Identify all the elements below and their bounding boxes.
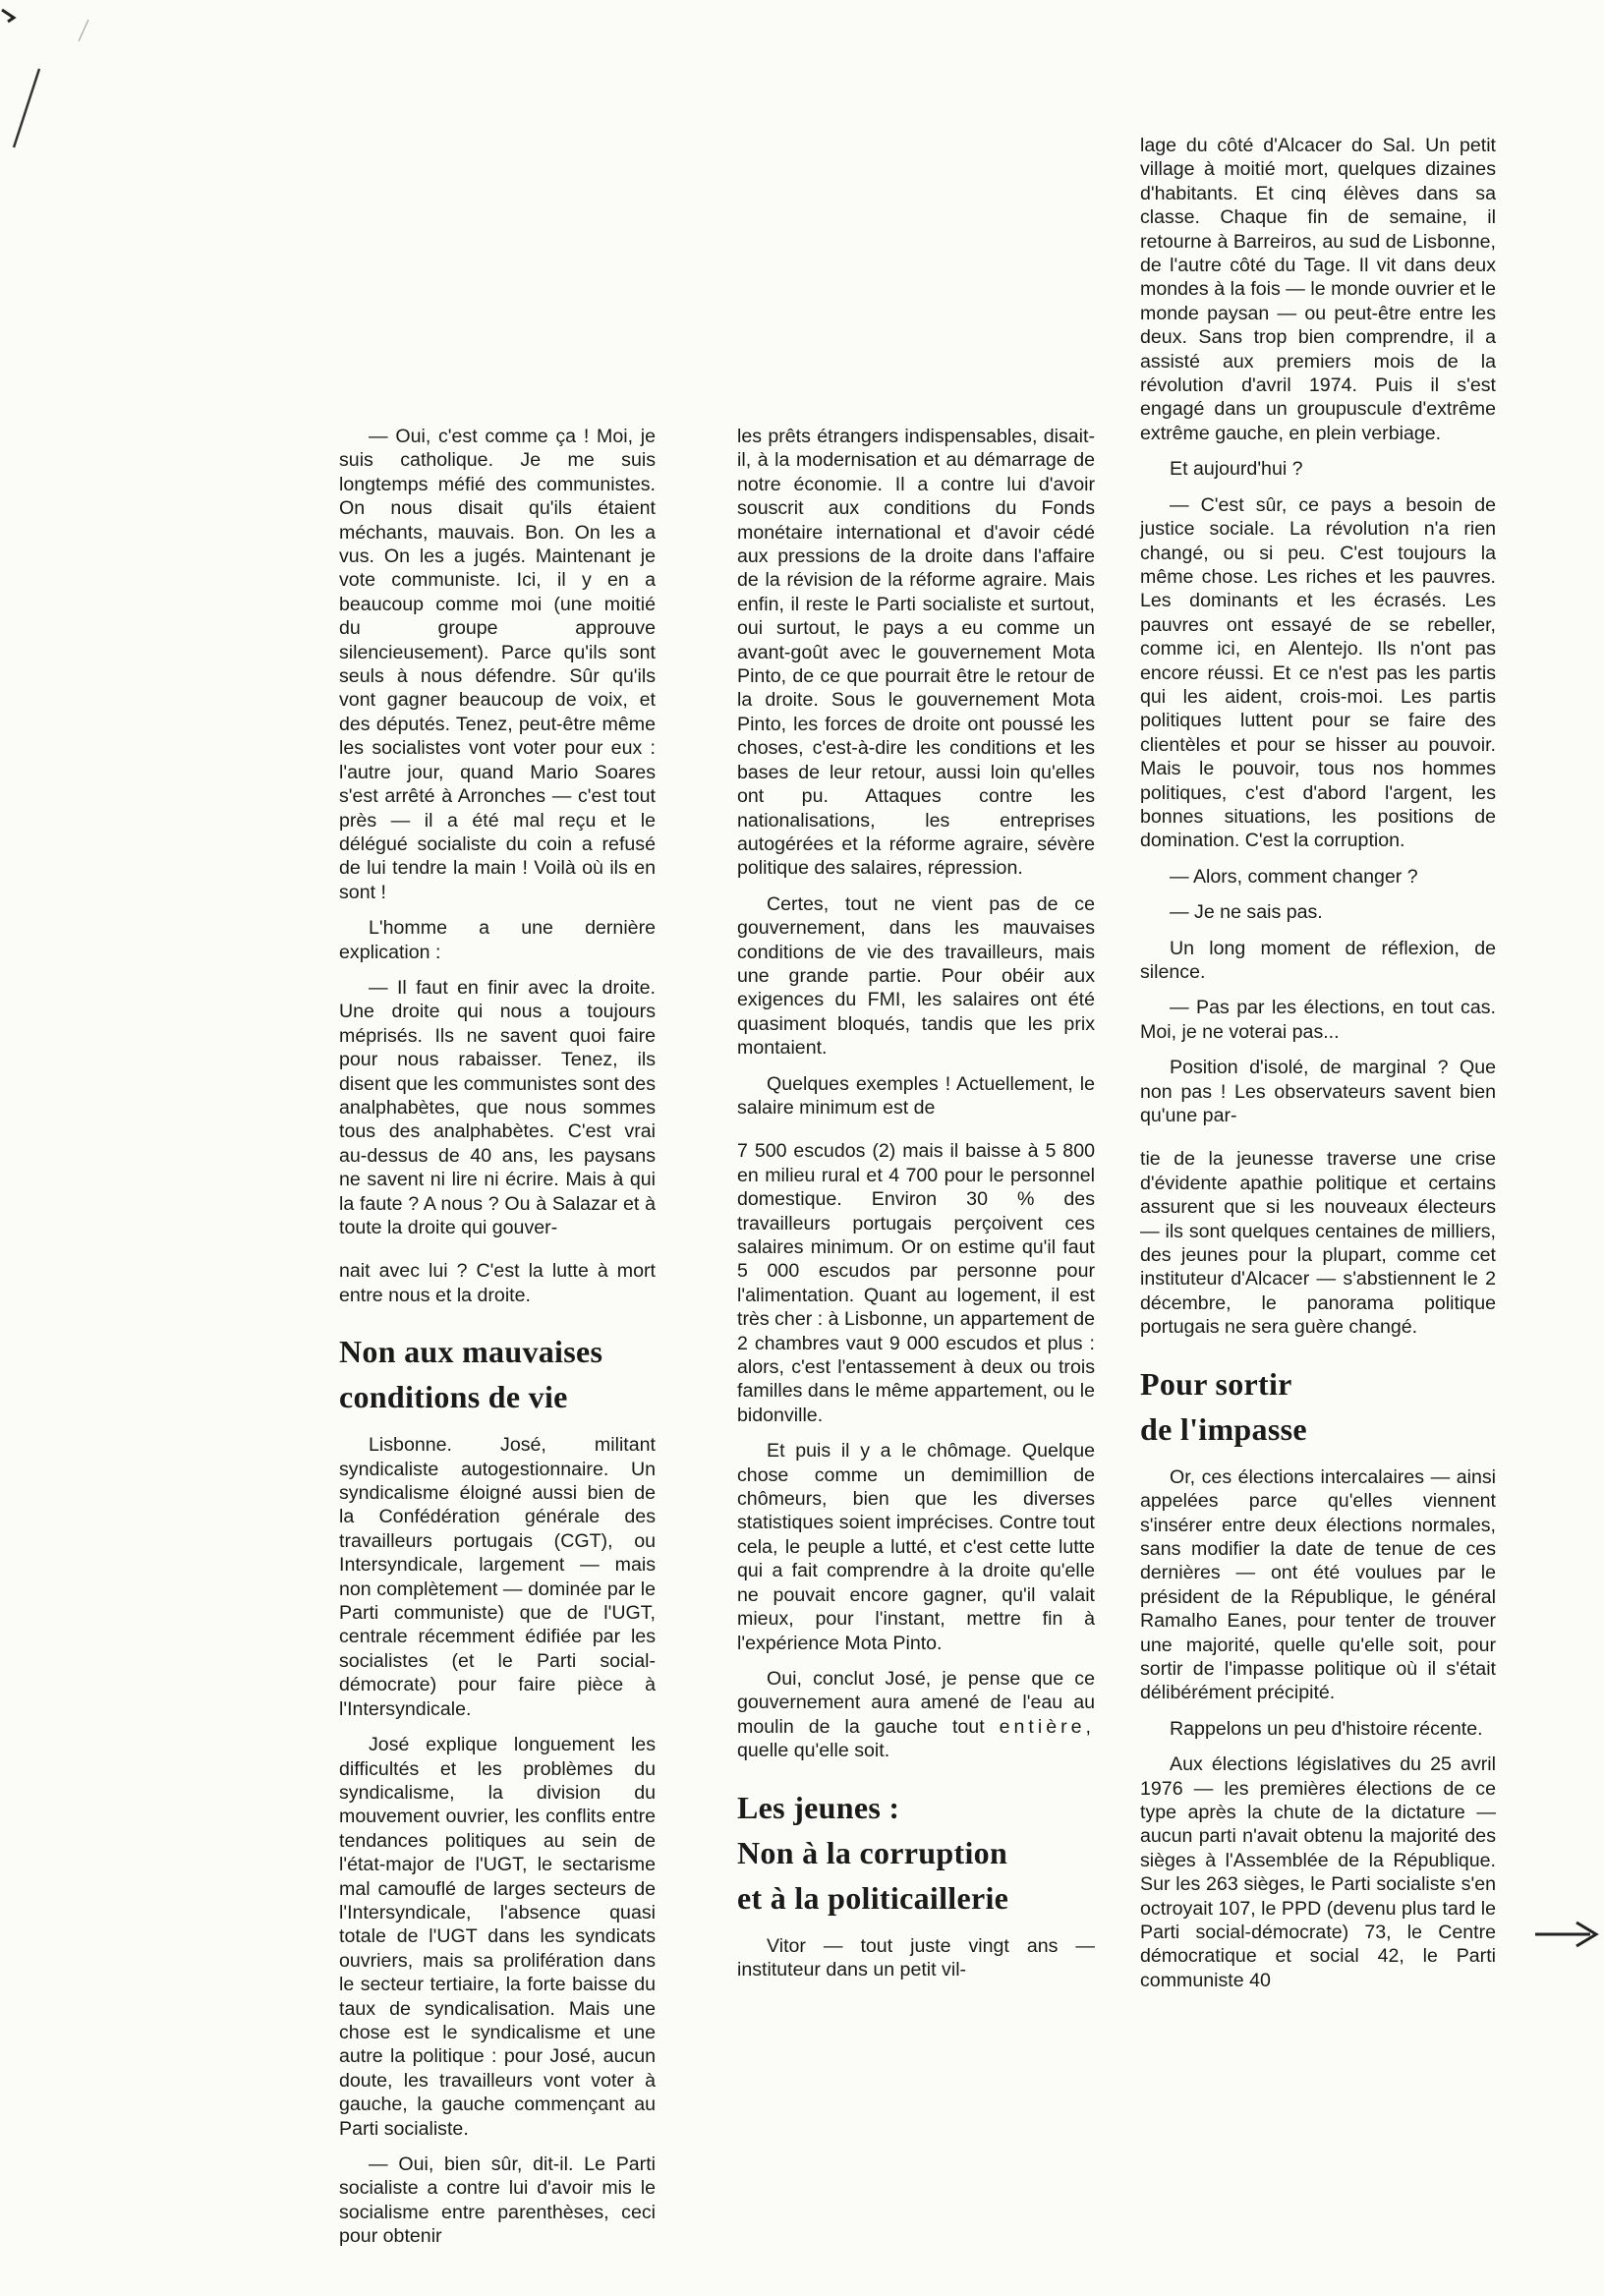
paragraph: — Oui, bien sûr, dit-il. Le Parti socialiste a contre lui d'avoir mis le socialisme entre parenthèses, ceci pour obtenir bbox=[339, 2153, 656, 2248]
paragraph: José explique longuement les difficultés et les problèmes du syndicalisme, la division du mouvement ouvrier, les conflits entre tendances politiques au sein de l'état-major de l'UGT, le sectarisme mal camouflé de larges secteurs de l'Intersyndicale, l'absence quasi totale de l'UGT dans les syndicats ouvriers, mais sa prolifération dans le secteur tertiaire, la forte baisse du taux de syndicalisation. Mais une chose est le syndicalisme et une autre la politique : pour José, aucun doute, les travailleurs vont voter à gauche, la gauche commençant au Parti socialiste. bbox=[339, 1734, 656, 2140]
heading-line: de l'impasse bbox=[1140, 1410, 1307, 1447]
paragraph: L'homme a une dernière explication : bbox=[339, 917, 656, 963]
paragraph: — Pas par les élections, en tout cas. Moi, je ne voterai pas... bbox=[1140, 997, 1496, 1043]
paragraph: Position d'isolé, de marginal ? Que non pas ! Les observateurs savent bien qu'une par- bbox=[1140, 1057, 1496, 1127]
paragraph: Aux élections législatives du 25 avril 1976 — les premières élections de ce type après la chute de la dictature — aucun parti n'avait obtenu la majorité des sièges à l'Assemblée de la République. Sur les 263 sièges, le Parti socialiste s'en octroyait 107, le PPD (devenu plus tard le Parti social-démocrate) 73, le Centre démocratique et social 42, le Parti communiste 40 bbox=[1140, 1753, 1496, 1991]
article-column-3 bbox=[1140, 134, 1496, 2004]
article-column-2 bbox=[737, 425, 1095, 1993]
paragraph: Rappelons un peu d'histoire récente. bbox=[1170, 1717, 1483, 1740]
paragraph: 7 500 escudos (2) mais il baisse à 5 800 en milieu rural et 4 700 pour le personnel domestique. Environ 30 % des travailleurs portugais perçoivent ces salaires minimum. Or on estime qu'il faut 5 000 escudos par personne pour l'alimentation. Quant au logement, il est très cher : à Lisbonne, un appartement de 2 chambres vaut 9 000 escudos et plus : alors, c'est l'entassement à deux ou trois familles dans le même appartement, ou le bidonville. bbox=[737, 1140, 1095, 1426]
paragraph: lage du côté d'Alcacer do Sal. Un petit village à moitié mort, quelques dizaines d'habitants. Et cinq élèves dans sa classe. Chaque fin de semaine, il retourne à Barreiros, au sud de Lisbonne, de l'autre côté du Tage. Il vit dans deux mondes à la fois — le monde ouvrier et le monde paysan — ou peut-être entre les deux. Sans trop bien comprendre, il a assisté aux premiers mois de la révolution d'avril 1974. Puis il s'est engagé dans un groupuscule d'extrême extrême gauche, en plein verbiage. bbox=[1140, 135, 1496, 444]
heading-line: et à la politicaillerie bbox=[737, 1879, 1009, 1916]
paragraph: — Alors, comment changer ? bbox=[1170, 865, 1418, 888]
paragraph: — C'est sûr, ce pays a besoin de justice sociale. La révolution n'a rien changé, ou si peu. C'est toujours la même chose. Les riches et les pauvres. Les dominants et les écrasés. Les pauvres ont essayé de se rebeller, comme ici, en Alentejo. Ils n'ont pas encore réussi. Et ce n'est pas les partis qui les aident, crois-moi. Les partis politiques luttent pour se faire des clientèles et pour se hisser au pouvoir. Mais le pouvoir, tous nos hommes politiques, c'est d'abord l'argent, les bonnes situations, les positions de domination. C'est la corruption. bbox=[1140, 493, 1496, 852]
paragraph: — Il faut en finir avec la droite. Une droite qui nous a toujours méprisés. Ils ne savent quoi faire pour nous rabaisser. Tenez, ils disent que les communistes sont des analphabètes, que nous sommes tous des analphabètes. C'est vrai au-dessus de 40 ans, les paysans ne savent ni lire ni écrire. Mais à qui la faute ? A nous ? Ou à Salazar et à toute la droite qui gouver- bbox=[339, 976, 656, 1238]
paragraph: Quelques exemples ! Actuellement, le salaire minimum est de bbox=[737, 1072, 1095, 1119]
paragraph: Et puis il y a le chômage. Quelque chose comme un demimillion de chômeurs, bien que les diverses statistiques soient imprécises. Contre tout cela, le peuple a lutté, et c'est cette lutte qui a fait comprendre à la droite qu'elle ne pouvait encore gagner, qu'il valait mieux, pour l'instant, mettre fin à l'expérience Mota Pinto. bbox=[737, 1440, 1095, 1654]
heading-line: conditions de vie bbox=[339, 1379, 568, 1415]
paragraph: les prêts étrangers indispensables, disait-il, à la modernisation et au démarrage de notre économie. Il a contre lui d'avoir souscrit aux conditions du Fonds monétaire international et d'avoir cédé aux pressions de la droite dans l'affaire de la révision de la réforme agraire. Mais enfin, il reste le Parti socialiste et surtout, oui surtout, le pays a eu comme un avant-goût avec le gouvernement Mota Pinto, de ce que pourrait être le retour de la droite. Sous le gouvernement Mota Pinto, les forces de droite ont poussé les choses, c'est-à-dire les conditions et les bases de leur retour, aussi loin qu'elles ont pu. Attaques contre les nationalisations, les entreprises autogérées et la réforme agraire, sévère politique des salaires, répression. bbox=[737, 426, 1095, 880]
text-run: quelle qu'elle soit. bbox=[737, 1740, 890, 1762]
scan-corner-mark bbox=[0, 0, 108, 167]
continuation-arrow-icon bbox=[1533, 1917, 1604, 1956]
text-run: Oui, conclut José, je pense que ce gouvernement aura amené de l'eau au moulin de la gauche tout bbox=[737, 1667, 1095, 1738]
paragraph: nait avec lui ? C'est la lutte à mort entre nous et la droite. bbox=[339, 1260, 656, 1306]
paragraph: — Je ne sais pas. bbox=[1170, 901, 1323, 924]
heading-line: Non à la corruption bbox=[737, 1834, 1008, 1870]
section-heading bbox=[339, 1329, 656, 1419]
heading-line: Non aux mauvaises bbox=[339, 1334, 603, 1370]
paragraph: Lisbonne. José, militant syndicaliste autogestionnaire. Un syndicalisme éloigné aussi bien de la Confédération générale des travailleurs portugais (CGT), ou Intersyndicale, largement — mais non complètement — dominée par le Parti communiste) que de l'UGT, centrale récemment édifiée par les socialistes (et le Parti social-démocrate) pour faire pièce à l'Intersyndicale. bbox=[339, 1434, 656, 1720]
paragraph: Un long moment de réflexion, de silence. bbox=[1140, 937, 1496, 983]
paragraph: Or, ces élections intercalaires — ainsi appelées parce qu'elles viennent s'insérer entre deux élections normales, sans modifier la date de tenue de ces dernières — ont été voulues par le président de la République, le général Ramalho Eanes, pour tenter de trouver une majorité, quelle qu'elle soit, pour sortir de l'impasse politique où il s'était délibérément précipité. bbox=[1140, 1465, 1496, 1704]
section-heading bbox=[1140, 1361, 1496, 1452]
heading-line: Les jeunes : bbox=[737, 1789, 900, 1825]
paragraph: tie de la jeunesse traverse une crise d'évidente apathie politique et certains assurent que si les nouveaux électeurs — ils sont quelques centaines de milliers, des jeunes pour la plupart, comme cet instituteur d'Alcacer — s'abstiennent le 2 décembre, le panorama politique portugais ne sera guère changé. bbox=[1140, 1148, 1496, 1339]
paragraph: Et aujourd'hui ? bbox=[1170, 458, 1303, 481]
emphasized-word: entière, bbox=[999, 1715, 1095, 1738]
heading-line: Pour sortir bbox=[1140, 1365, 1292, 1402]
section-heading bbox=[737, 1785, 1095, 1921]
paragraph: Vitor — tout juste vingt ans — instituteur dans un petit vil- bbox=[737, 1934, 1095, 1980]
paragraph: Certes, tout ne vient pas de ce gouvernement, dans les mauvaises conditions de vie des travailleurs, mais une grande partie. Pour obéir aux exigences du FMI, les salaires ont été quasiment bloqués, tandis que les prix montaient. bbox=[737, 892, 1095, 1060]
article-column-1 bbox=[339, 425, 656, 2261]
paragraph: — Oui, c'est comme ça ! Moi, je suis catholique. Je me suis longtemps méfié des communistes. On nous disait qu'ils étaient méchants, mauvais. Bon. On les a vus. On les a jugés. Maintenant je vote communiste. Ici, il y en a beaucoup comme moi (une moitié du groupe approuve silencieusement). Parce qu'ils sont seuls à nous défendre. Sûr qu'ils vont gagner beaucoup de voix, et des députés. Tenez, peut-être même les socialistes vont voter pour eux : l'autre jour, quand Mario Soares s'est arrêté à Arronches — c'est tout près — il a été mal reçu et le délégué socialiste du coin a refusé de lui tendre la main ! Voilà où ils en sont ! bbox=[339, 426, 656, 903]
paragraph bbox=[737, 1667, 1095, 1763]
